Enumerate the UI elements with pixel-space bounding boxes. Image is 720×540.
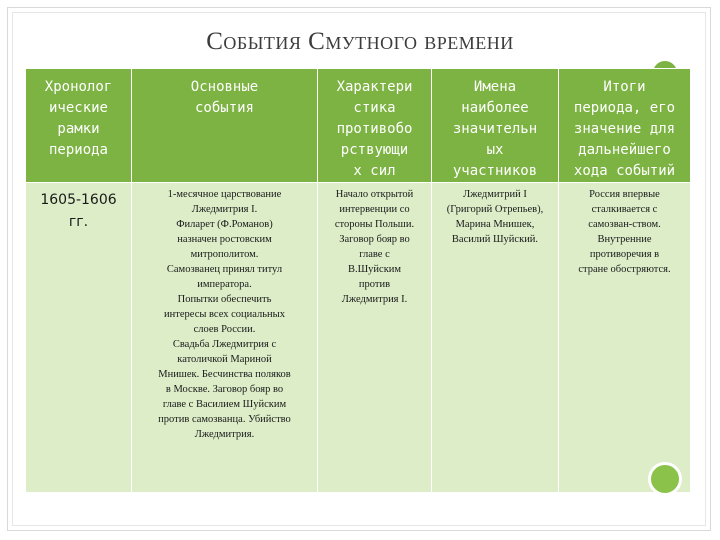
cell-events-text: 1-месячное царствование Лжедмитрия I. Филарет (Ф.Романов) назначен ростовским митрополитом. Самозванец принял титул императора. Попытки обеспечить интересы всех социальных слоев России. Свадьба Лжедмитрия с католичкой Мариной Мнишек. Бесчинства поляков в Москве. Заговор бояр во главе с Василием Шуйским против самозванца. Убийство Лжедмитрия. bbox=[158, 189, 291, 440]
header-chronology bbox=[26, 69, 132, 183]
decorative-circle-bottom bbox=[648, 462, 682, 496]
cell-participants-text: Лжедмитрий I (Григорий Отрепьев), Марина Мнишек, Василий Шуйский. bbox=[446, 189, 544, 245]
header-participants bbox=[432, 69, 559, 183]
header-forces-text: Характери стика противобо рствующи х сил bbox=[336, 79, 413, 179]
cell-period bbox=[26, 183, 132, 493]
cell-participants bbox=[432, 183, 559, 493]
header-chronology-text: Хронолог ические рамки периода bbox=[44, 79, 113, 158]
header-forces bbox=[318, 69, 432, 183]
table-row bbox=[26, 183, 691, 493]
events-table bbox=[25, 68, 691, 493]
header-results-text: Итоги периода, его значение для дальнейшего хода событий bbox=[573, 79, 676, 179]
header-main-events-text: Основные события bbox=[190, 79, 259, 116]
cell-results-text: Россия впервые сталкивается с самозван-ством. Внутренние противоречия в стране обостряются. bbox=[578, 189, 671, 275]
cell-events bbox=[132, 183, 318, 493]
table-header-row bbox=[26, 69, 691, 183]
header-results bbox=[559, 69, 691, 183]
cell-period-text: 1605-1606 гг. bbox=[40, 192, 117, 230]
header-participants-text: Имена наиболее значительн ых участников bbox=[452, 79, 538, 179]
cell-forces bbox=[318, 183, 432, 493]
cell-results bbox=[559, 183, 691, 493]
header-main-events bbox=[132, 69, 318, 183]
slide-title: События Смутного времени bbox=[206, 28, 514, 55]
cell-forces-text: Начало открытой интервенции со стороны Польши. Заговор бояр во главе с В.Шуйским против Лжедмитрия I. bbox=[334, 189, 415, 305]
